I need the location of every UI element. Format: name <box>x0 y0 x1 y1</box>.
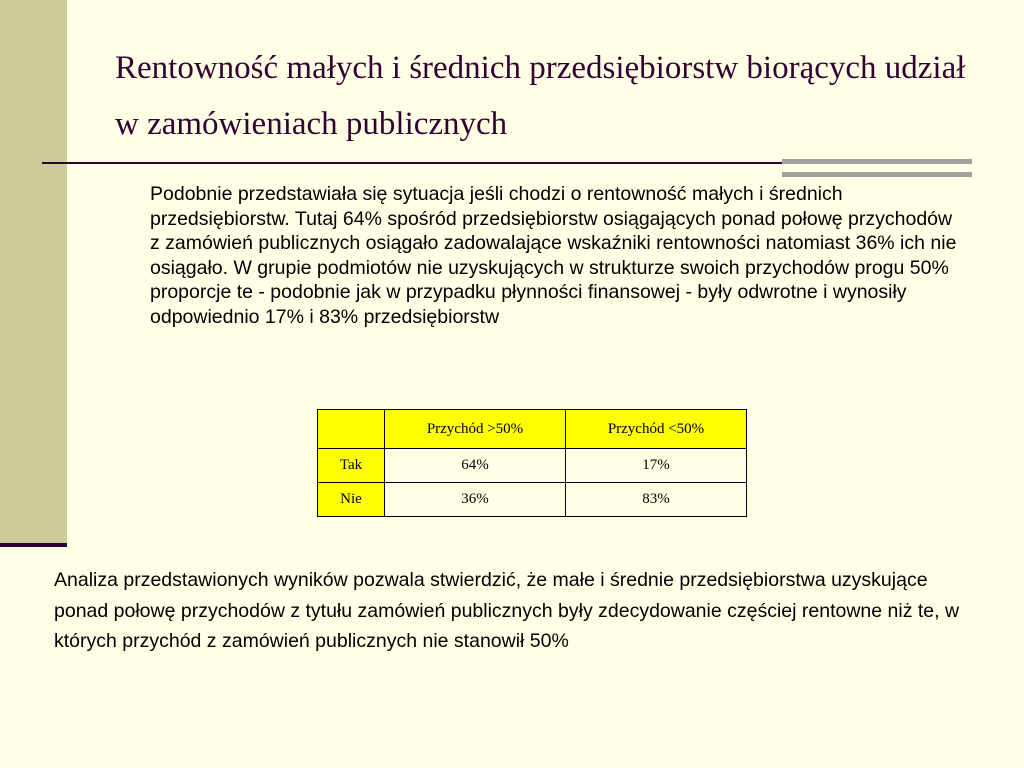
title-underline <box>42 162 782 164</box>
cell-nie-over-50: 36% <box>385 483 566 517</box>
profitability-table <box>317 409 747 517</box>
table-row <box>318 449 747 483</box>
title-underline-accent-bottom <box>782 172 972 177</box>
slide-title: Rentowność małych i średnich przedsiębiorstw biorących udział w zamówieniach publicznych <box>115 50 966 142</box>
header-revenue-over-50: Przychód >50% <box>385 410 566 449</box>
intro-paragraph: Podobnie przedstawiała się sytuacja jeśli chodzi o rentowność małych i średnich przedsiębiorstw. Tutaj 64% spośród przedsiębiorstw osiągających ponad połowę przychodów z zamówień publicznych osiągało zadowalające wskaźniki rentowności natomiast 36% ich nie osiągało. W grupie podmiotów nie uzyskujących w strukturze swoich przychodów progu 50% proporcje te - podobnie jak w przypadku płynności finansowej - były odwrotne i wynosiły odpowiednio 17% i 83% przedsiębiorstw <box>150 183 957 328</box>
decorative-side-line <box>0 543 67 547</box>
conclusion-paragraph: Analiza przedstawionych wyników pozwala stwierdzić, że małe i średnie przedsiębiorstwa uzyskujące ponad połowę przychodów z tytułu zamówień publicznych były zdecydowanie częściej rentowne niż te, w których przychód z zamówień publicznych nie stanowił 50% <box>54 569 960 652</box>
table-row <box>318 483 747 517</box>
cell-nie-under-50: 83% <box>566 483 747 517</box>
row-label-tak: Tak <box>318 449 385 483</box>
decorative-side-bar <box>0 0 67 545</box>
title-underline-accent-top <box>782 159 972 164</box>
cell-tak-over-50: 64% <box>385 449 566 483</box>
table-corner-cell <box>318 410 385 449</box>
cell-tak-under-50: 17% <box>566 449 747 483</box>
header-revenue-under-50: Przychód <50% <box>566 410 747 449</box>
table-header-row <box>318 410 747 449</box>
row-label-nie: Nie <box>318 483 385 517</box>
